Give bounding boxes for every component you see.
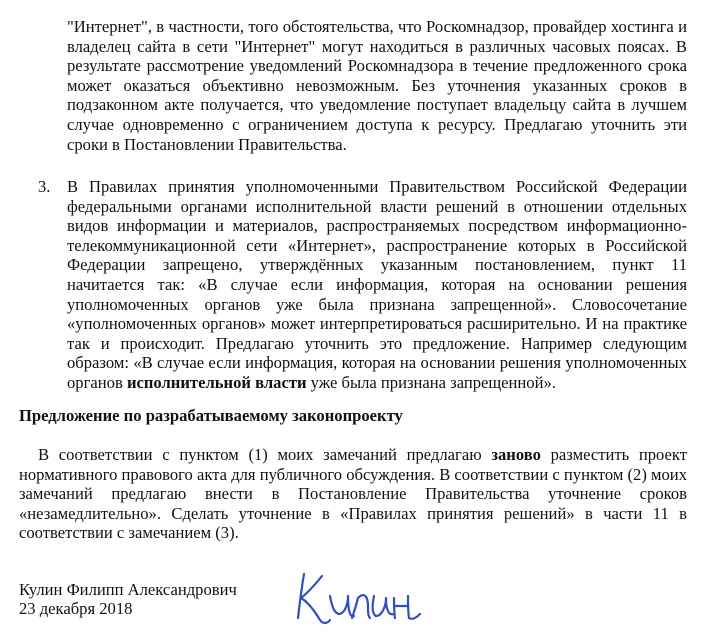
proposal-bold: заново (491, 445, 541, 464)
section-heading: Предложение по разрабатываемому законопроекту (19, 406, 403, 425)
item3-text-bold: исполнительной власти (126, 372, 307, 392)
handwritten-signature (290, 566, 430, 628)
item3-text-part1: В Правилах принятия уполномоченными Правительством Российской Федерации федеральными органами исполнительной власти решений в отношении отдельных видов информации и материалов, распространяемых посредством информационно-телекоммуникационной сети «Интернет», распространение которых в Российской Федерации запрещено, утверждённых указанным постановлением, пункт 11 начитается так: «В случае если информация, которая на основании решения уполномоченных органов уже была признана запрещенной». Словосочетание «уполномоченных органов» может интерпретироваться расширительно. И на практике так и происходит. Предлагаю уточнить это предложение. Например следующим образом: «В случае если информация, которая на основании решения уполномоченных органов (67, 177, 687, 392)
signature-date: 23 декабря 2018 (19, 599, 133, 618)
proposal-part2: разместить проект нормативного правового акта для публичного обсуждения. В соответствии с пунктом (2) моих замечаний предлагаю внести в Постановление Правительства уточнение сроков «незамедлительно». Сделать уточнение в «Правилах принятия решений» в части 11 в соответствии с замечанием (3). (19, 445, 688, 543)
signer-name: Кулин Филипп Александрович (19, 580, 237, 599)
proposal-paragraph (19, 445, 687, 543)
list-item-3-text (67, 177, 687, 393)
paragraph-timezone-deadlines: "Интернет", в частности, того обстоятельства, что Роскомнадзор, провайдер хостинга и владелец сайта в сети "Интернет" могут находиться в различных часовых поясах. В результате рассмотрение уведомлений Роскомнадзора в течение предложенного срока может оказаться объективно невозможным. Без уточнения указанных сроков в подзаконном акте получается, что уведомление поступает владельцу сайта в лучшем случае одновременно с ограничением доступа к ресурсу. Предлагаю уточнить эти сроки в Постановлении Правительства. (67, 17, 687, 154)
proposal-part1: В соответствии с пунктом (1) моих замечаний предлагаю (38, 445, 492, 464)
item3-text-part2: уже была признана запрещенной». (306, 372, 556, 392)
list-item-number: 3. (38, 177, 51, 196)
